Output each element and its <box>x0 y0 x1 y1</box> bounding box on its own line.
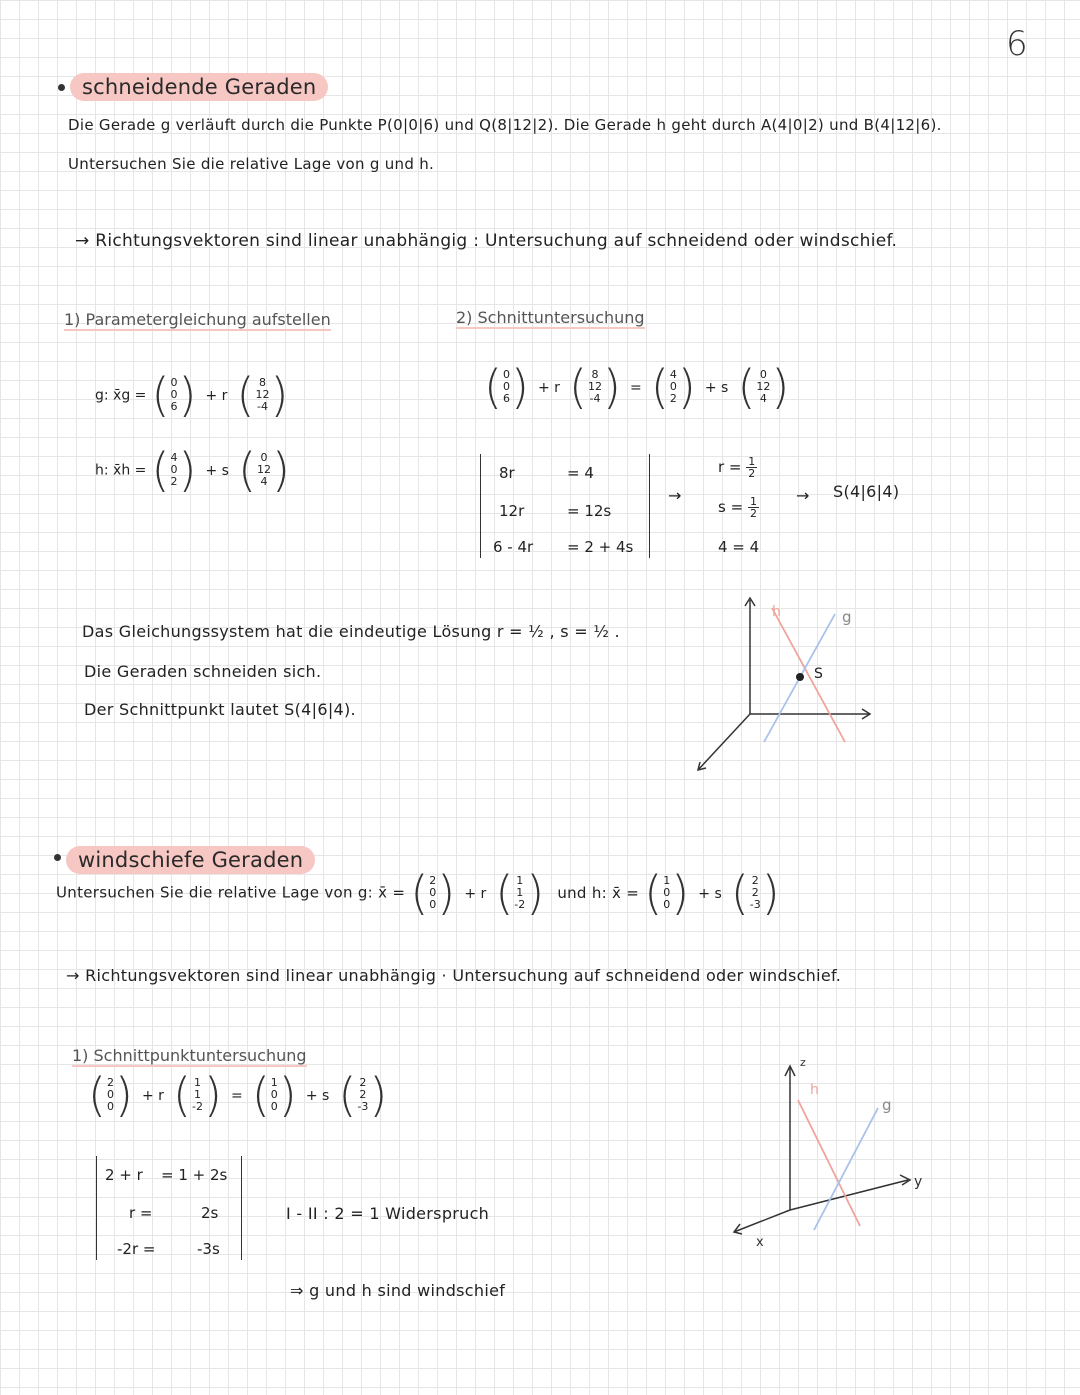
skew-conclusion: ⇒ g und h sind windschief <box>290 1281 506 1300</box>
page-number: 6 <box>1006 24 1028 64</box>
h-parameter-equation: h: x̄h = ( 4 0 2 ) + s ( 0 12 4 ) <box>95 443 290 497</box>
solution-check: 4 = 4 <box>718 538 760 556</box>
sketch-label-g: g <box>842 608 852 626</box>
equation-system-1: 8r = 4 12r = 12s 6 - 4r = 2 + 4s <box>480 454 650 558</box>
solution-s: s = $\frac{1}{2}$ <box>718 495 757 520</box>
intersection-dot <box>796 673 804 681</box>
task-text-line2: Untersuchen Sie die relative Lage von g und h. <box>68 155 435 173</box>
line-g <box>814 1108 878 1230</box>
skew-task-line: Untersuchen Sie die relative Lage von g: x̄ = ( 2 0 0 ) + r ( 1 1 -2 ) und h: x̄ = ( 1 0 0 ) + s ( 2 2 -3 ) <box>56 866 780 920</box>
h-label: h: x̄h = <box>95 462 147 479</box>
sketch-label-h: h <box>810 1082 819 1098</box>
line-h <box>798 1100 860 1226</box>
sketch-label-h: h <box>772 604 781 620</box>
g-support-vector: ( 0 0 6 ) <box>151 368 197 422</box>
intersection-point: S(4|6|4) <box>833 482 900 501</box>
skew-step1-title: 1) Schnittpunktuntersuchung <box>72 1046 307 1065</box>
g-label: g: x̄g = <box>95 387 147 404</box>
sketch-label-y: y <box>914 1174 923 1190</box>
line-h <box>772 608 845 742</box>
g-direction-vector: ( 8 12 -4 ) <box>236 368 289 422</box>
step1-title: 1) Parametergleichung aufstellen <box>64 310 331 329</box>
sketch-skew-lines <box>720 1050 940 1250</box>
section-heading-intersecting: schneidende Geraden <box>70 73 328 101</box>
task-text-line1: Die Gerade g verläuft durch die Punkte P(0|0|6) und Q(8|12|2). Die Gerade h geht durch A(4|0|2) und B(4|12|6). <box>68 116 942 134</box>
skew-arrow-note: → Richtungsvektoren sind linear unabhängig · Untersuchung auf schneidend oder windschief. <box>66 966 842 985</box>
sketch-label-s: S <box>814 666 823 682</box>
sketch-label-x: x <box>756 1235 764 1250</box>
bullet-point <box>54 854 61 861</box>
sketch-label-g: g <box>882 1096 892 1114</box>
section-heading-skew: windschiefe Geraden <box>66 846 315 874</box>
bullet-point <box>58 84 65 91</box>
sketch-label-z: z <box>800 1056 806 1069</box>
conclusion-line3: Der Schnittpunkt lautet S(4|6|4). <box>84 700 356 719</box>
skew-intersection-equation: ( 2 0 0 ) + r ( 1 1 -2 ) = ( 1 0 0 ) + s ( 2 2 -3 ) <box>88 1068 388 1122</box>
arrow-to-point: → <box>796 486 810 505</box>
intersection-equation: ( 0 0 6 ) + r ( 8 12 -4 ) = ( 4 0 2 ) + s ( 0 12 4 ) <box>484 360 790 414</box>
g-parameter-equation: g: x̄g = ( 0 0 6 ) + r ( 8 12 -4 ) <box>95 368 289 422</box>
step2-title: 2) Schnittuntersuchung <box>456 308 645 327</box>
conclusion-line2: Die Geraden schneiden sich. <box>84 662 322 681</box>
conclusion-line1: Das Gleichungssystem hat die eindeutige Lösung r = ½ , s = ½ . <box>82 622 620 641</box>
arrow-to-solution: → <box>668 486 682 505</box>
x-axis <box>698 714 750 770</box>
x-axis <box>734 1210 790 1232</box>
sketch-intersecting-lines <box>690 592 890 782</box>
contradiction-note: I - II : 2 = 1 Widerspruch <box>286 1204 490 1223</box>
equation-system-2: 2 + r = 1 + 2s r = 2s -2r = -3s <box>96 1156 242 1260</box>
h-direction-vector: ( 0 12 4 ) <box>238 443 290 497</box>
h-support-vector: ( 4 0 2 ) <box>151 443 197 497</box>
arrow-note: → Richtungsvektoren sind linear unabhängig : Untersuchung auf schneidend oder windschief. <box>75 231 898 251</box>
solution-r: r = $\frac{1}{2}$ <box>718 455 756 480</box>
